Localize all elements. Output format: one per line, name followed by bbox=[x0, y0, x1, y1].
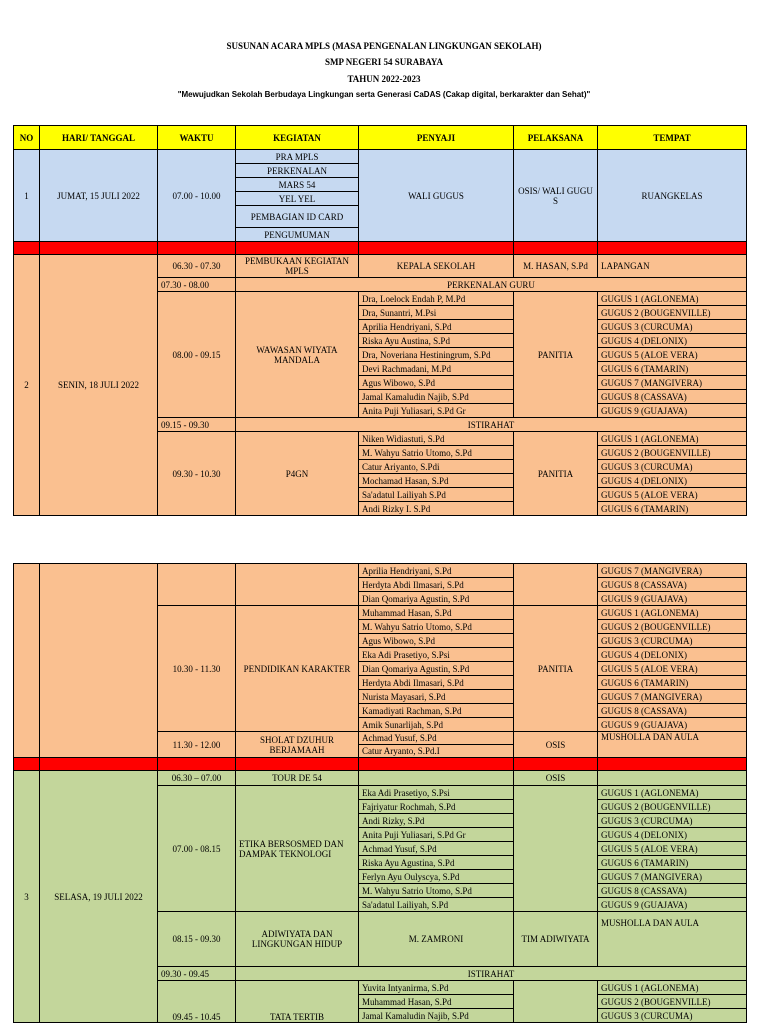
place: GUGUS 2 (BOUGENVILLE) bbox=[598, 995, 747, 1009]
presenter: Fajriyatur Rochmah, S.Pd bbox=[359, 800, 514, 814]
presenter: Aprilia Hendriyani, S.Pd bbox=[359, 320, 514, 334]
day3-tatatertib-time: 09.45 - 10.45 bbox=[158, 981, 236, 1023]
day2-wawasan-time: 08.00 - 09.15 bbox=[158, 292, 236, 418]
school-year: TAHUN 2022-2023 bbox=[347, 74, 421, 84]
presenter: Riska Ayu Austina, S.Pd bbox=[359, 334, 514, 348]
place: GUGUS 5 (ALOE VERA) bbox=[598, 662, 747, 676]
presenter: Anita Puji Yuliasari, S.Pd Gr bbox=[359, 828, 514, 842]
col-time: WAKTU bbox=[158, 126, 236, 150]
place: GUGUS 3 (CURCUMA) bbox=[598, 460, 747, 474]
motto: "Mewujudkan Sekolah Berbudaya Lingkungan serta Generasi CaDAS (Cakap digital, berkarakter dan Sehat)" bbox=[177, 90, 591, 99]
day2-opening-place: LAPANGAN bbox=[598, 255, 747, 278]
day1-activity: PEMBAGIAN ID CARD bbox=[236, 206, 359, 228]
col-activity: KEGIATAN bbox=[236, 126, 359, 150]
place: GUGUS 4 (DELONIX) bbox=[598, 474, 747, 488]
presenter: Herdyta Abdi Ilmasari, S.Pd bbox=[359, 676, 514, 690]
place: GUGUS 6 (TAMARIN) bbox=[598, 856, 747, 870]
place: GUGUS 2 (BOUGENVILLE) bbox=[598, 800, 747, 814]
day2-p4gn-time: 09.30 - 10.30 bbox=[158, 432, 236, 516]
day1-date: JUMAT, 15 JULI 2022 bbox=[40, 150, 158, 242]
presenter: M. Wahyu Satrio Utomo, S.Pd bbox=[359, 884, 514, 898]
day2-intro-time: 07.30 - 08.00 bbox=[158, 278, 236, 292]
place: GUGUS 1 (AGLONEMA) bbox=[598, 606, 747, 620]
place: GUGUS 9 (GUAJAVA) bbox=[598, 592, 747, 606]
schedule-table-page-1 bbox=[13, 125, 747, 516]
place: GUGUS 7 (MANGIVERA) bbox=[598, 376, 747, 390]
presenter: Jamal Kamaludin Najib, S.Pd bbox=[359, 1009, 514, 1023]
presenter: Agus Wibowo, S.Pd bbox=[359, 634, 514, 648]
place: GUGUS 3 (CURCUMA) bbox=[598, 814, 747, 828]
place: GUGUS 3 (CURCUMA) bbox=[598, 634, 747, 648]
presenter: Eka Adi Prasetiyo, S.Psi bbox=[359, 648, 514, 662]
place: GUGUS 1 (AGLONEMA) bbox=[598, 292, 747, 306]
col-presenter: PENYAJI bbox=[359, 126, 514, 150]
day2-sholat-activity: SHOLAT DZUHUR BERJAMAAH bbox=[236, 732, 359, 758]
place: GUGUS 3 (CURCUMA) bbox=[598, 320, 747, 334]
place: GUGUS 4 (DELONIX) bbox=[598, 828, 747, 842]
day2-opening-time: 06.30 - 07.30 bbox=[158, 255, 236, 278]
day1-activity: PERKENALAN bbox=[236, 164, 359, 178]
day3-break-label: ISTIRAHAT bbox=[236, 967, 747, 981]
doc-title: SUSUNAN ACARA MPLS (MASA PENGENALAN LINGKUNGAN SEKOLAH) bbox=[226, 41, 542, 51]
place: GUGUS 2 (BOUGENVILLE) bbox=[598, 446, 747, 460]
day2-break-time: 09.15 - 09.30 bbox=[158, 418, 236, 432]
presenter: Amik Sunarlijah, S.Pd bbox=[359, 718, 514, 732]
day2-p4gn-activity: P4GN bbox=[236, 432, 359, 516]
day3-etika-time: 07.00 - 08.15 bbox=[158, 786, 236, 912]
place: GUGUS 6 (TAMARIN) bbox=[598, 502, 747, 516]
separator-row bbox=[14, 242, 747, 255]
day2-karakter-activity: PENDIDIKAN KARAKTER bbox=[236, 606, 359, 732]
day2-opening-executor: M. HASAN, S.Pd bbox=[514, 255, 598, 278]
place: GUGUS 9 (GUAJAVA) bbox=[598, 404, 747, 418]
day3-adiwiyata-activity: ADIWIYATA DAN LINGKUNGAN HIDUP bbox=[236, 912, 359, 967]
place: GUGUS 6 (TAMARIN) bbox=[598, 676, 747, 690]
day3-tatatertib-activity: TATA TERTIB bbox=[236, 981, 359, 1023]
presenter: Aprilia Hendriyani, S.Pd bbox=[359, 564, 514, 578]
place: GUGUS 5 (ALOE VERA) bbox=[598, 842, 747, 856]
presenter: Kamadiyati Rachman, S.Pd bbox=[359, 704, 514, 718]
presenter: Dra, Noveriana Hestiningrum, S.Pd bbox=[359, 348, 514, 362]
col-place: TEMPAT bbox=[598, 126, 747, 150]
place: GUGUS 4 (DELONIX) bbox=[598, 648, 747, 662]
day3-tour-activity: TOUR DE 54 bbox=[236, 771, 359, 786]
place: GUGUS 7 (MANGIVERA) bbox=[598, 690, 747, 704]
day2-intro-label: PERKENALAN GURU bbox=[236, 278, 747, 292]
place: GUGUS 8 (CASSAVA) bbox=[598, 704, 747, 718]
place: GUGUS 8 (CASSAVA) bbox=[598, 390, 747, 404]
place: GUGUS 9 (GUAJAVA) bbox=[598, 898, 747, 912]
presenter: Muhammad Hasan, S.Pd bbox=[359, 606, 514, 620]
presenter: Catur Aryanto, S.Pd.I bbox=[359, 745, 514, 758]
day2-sholat-time: 11.30 - 12.00 bbox=[158, 732, 236, 758]
day2-no: 2 bbox=[14, 255, 40, 516]
presenter: Herdyta Abdi Ilmasari, S.Pd bbox=[359, 578, 514, 592]
day2-opening-presenter: KEPALA SEKOLAH bbox=[359, 255, 514, 278]
presenter: Anita Puji Yuliasari, S.Pd Gr bbox=[359, 404, 514, 418]
presenter: Dra, Loelock Endah P, M.Pd bbox=[359, 292, 514, 306]
presenter: Sa'adatul Lailiyah, S.Pd bbox=[359, 898, 514, 912]
day3-tour-executor: OSIS bbox=[514, 771, 598, 786]
day2-opening-activity: PEMBUKAAN KEGIATAN MPLS bbox=[236, 255, 359, 278]
day3-break-time: 09.30 - 09.45 bbox=[158, 967, 236, 981]
school-name: SMP NEGERI 54 SURABAYA bbox=[324, 57, 444, 67]
presenter: M. Wahyu Satrio Utomo, S.Pd bbox=[359, 446, 514, 460]
day1-time: 07.00 - 10.00 bbox=[158, 150, 236, 242]
separator-row bbox=[14, 758, 747, 771]
day1-activity: YEL YEL bbox=[236, 192, 359, 206]
place: GUGUS 4 (DELONIX) bbox=[598, 334, 747, 348]
day2-sholat-executor: OSIS bbox=[514, 732, 598, 758]
presenter: Eka Adi Prasetiyo, S.Psi bbox=[359, 786, 514, 800]
col-executor: PELAKSANA bbox=[514, 126, 598, 150]
presenter: Sa'adatul Lailiyah S.Pd bbox=[359, 488, 514, 502]
day1-activity: PRA MPLS bbox=[236, 150, 359, 164]
place: GUGUS 2 (BOUGENVILLE) bbox=[598, 620, 747, 634]
presenter: M. Wahyu Satrio Utomo, S.Pd bbox=[359, 620, 514, 634]
day1-place: RUANGKELAS bbox=[598, 150, 747, 242]
place: GUGUS 9 (GUAJAVA) bbox=[598, 718, 747, 732]
place: GUGUS 8 (CASSAVA) bbox=[598, 578, 747, 592]
place: GUGUS 5 (ALOE VERA) bbox=[598, 348, 747, 362]
place: GUGUS 1 (AGLONEMA) bbox=[598, 432, 747, 446]
presenter: Jamal Kamaludin Najib, S.Pd bbox=[359, 390, 514, 404]
day1-no: 1 bbox=[14, 150, 40, 242]
presenter: Niken Widiastuti, S.Pd bbox=[359, 432, 514, 446]
presenter: Dian Qomariya Agustin, S.Pd bbox=[359, 592, 514, 606]
presenter: Dian Qomariya Agustin, S.Pd bbox=[359, 662, 514, 676]
day1-presenter: WALI GUGUS bbox=[359, 150, 514, 242]
place: GUGUS 2 (BOUGENVILLE) bbox=[598, 306, 747, 320]
day1-executor: OSIS/ WALI GUGU S bbox=[514, 150, 598, 242]
day3-adiwiyata-time: 08.15 - 09.30 bbox=[158, 912, 236, 967]
day1-activity: MARS 54 bbox=[236, 178, 359, 192]
schedule-table-page-2 bbox=[13, 563, 747, 1023]
day2-p4gn-executor: PANITIA bbox=[514, 432, 598, 516]
col-no: NO bbox=[14, 126, 40, 150]
presenter: Devi Rachmadani, M.Pd bbox=[359, 362, 514, 376]
presenter: Agus Wibowo, S.Pd bbox=[359, 376, 514, 390]
place: GUGUS 7 (MANGIVERA) bbox=[598, 870, 747, 884]
day2-break-label: ISTIRAHAT bbox=[236, 418, 747, 432]
day2-wawasan-activity: WAWASAN WIYATA MANDALA bbox=[236, 292, 359, 418]
day2-wawasan-executor: PANITIA bbox=[514, 292, 598, 418]
day3-etika-activity: ETIKA BERSOSMED DAN DAMPAK TEKNOLOGI bbox=[236, 786, 359, 912]
day2-karakter-time: 10.30 - 11.30 bbox=[158, 606, 236, 732]
presenter: Riska Ayu Agustina, S.Pd bbox=[359, 856, 514, 870]
day3-date: SELASA, 19 JULI 2022 bbox=[40, 771, 158, 1023]
place: GUGUS 6 (TAMARIN) bbox=[598, 362, 747, 376]
place: GUGUS 5 (ALOE VERA) bbox=[598, 488, 747, 502]
presenter: Yuvita Intyanirma, S.Pd bbox=[359, 981, 514, 995]
day3-no: 3 bbox=[14, 771, 40, 1023]
presenter: Achmad Yusuf, S.Pd bbox=[359, 842, 514, 856]
presenter: Mochamad Hasan, S.Pd bbox=[359, 474, 514, 488]
place: GUGUS 7 (MANGIVERA) bbox=[598, 564, 747, 578]
day2-date: SENIN, 18 JULI 2022 bbox=[40, 255, 158, 516]
presenter: Dra, Sunantri, M.Psi bbox=[359, 306, 514, 320]
place: GUGUS 8 (CASSAVA) bbox=[598, 884, 747, 898]
presenter: Muhammad Hasan, S.Pd bbox=[359, 995, 514, 1009]
presenter: Ferlyn Ayu Oulyscya, S.Pd bbox=[359, 870, 514, 884]
presenter: Andi Rizky, S.Pd bbox=[359, 814, 514, 828]
col-date: HARI/ TANGGAL bbox=[40, 126, 158, 150]
place: GUGUS 3 (CURCUMA) bbox=[598, 1009, 747, 1023]
day3-adiwiyata-presenter: M. ZAMRONI bbox=[359, 912, 514, 967]
day3-adiwiyata-place: MUSHOLLA DAN AULA bbox=[598, 912, 747, 967]
presenter: Nurista Mayasari, S.Pd bbox=[359, 690, 514, 704]
presenter: Achmad Yusuf, S.Pd bbox=[359, 732, 514, 745]
day2-sholat-place: MUSHOLLA DAN AULA bbox=[598, 732, 747, 758]
presenter: Andi Rizky I. S.Pd bbox=[359, 502, 514, 516]
day3-adiwiyata-executor: TIM ADIWIYATA bbox=[514, 912, 598, 967]
presenter: Catur Ariyanto, S.Pdi bbox=[359, 460, 514, 474]
day1-activity: PENGUMUMAN bbox=[236, 228, 359, 242]
day3-tour-time: 06.30 – 07.00 bbox=[158, 771, 236, 786]
place: GUGUS 1 (AGLONEMA) bbox=[598, 981, 747, 995]
place: GUGUS 1 (AGLONEMA) bbox=[598, 786, 747, 800]
day2-karakter-executor: PANITIA bbox=[514, 606, 598, 732]
